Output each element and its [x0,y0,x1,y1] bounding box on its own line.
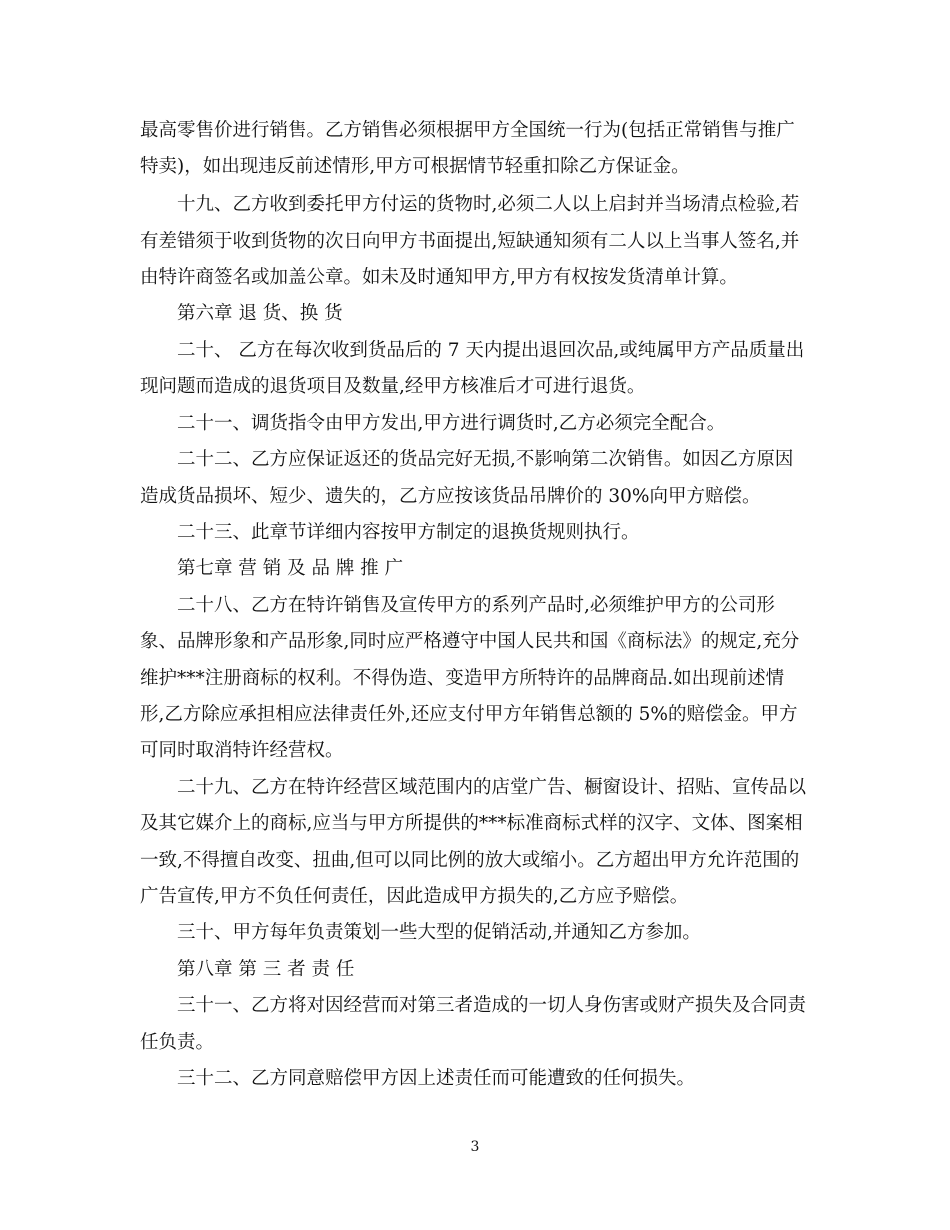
text-line: 三十一、乙方将对因经营而对第三者造成的一切人身伤害或财产损失及合同责 [177,995,807,1016]
text-line: 象、品牌形象和产品形象,同时应严格遵守中国人民共和国《商标法》的规定,充分 [140,631,800,652]
text-line: 形,乙方除应承担相应法律责任外,还应支付甲方年销售总额的 5%的赔偿金。甲方 [140,704,798,725]
text-line: 十九、乙方收到委托甲方付运的货物时,必须二人以上启封并当场清点检验,若 [177,194,800,215]
text-line: 特卖)，如出现违反前述情形,甲方可根据情节轻重扣除乙方保证金。 [140,156,690,177]
text-line: 有差错须于收到货物的次日向甲方书面提出,短缺通知须有二人以上当事人签名,并 [140,231,800,252]
text-line: 二十三、此章节详细内容按甲方制定的退换货规则执行。 [177,522,640,543]
text-line: 三十二、乙方同意赔偿甲方因上述责任而可能遭致的任何损失。 [177,1068,696,1089]
text-line: 二十一、调货指令由甲方发出,甲方进行调货时,乙方必须完全配合。 [177,413,726,434]
text-line: 二十、 乙方在每次收到货品后的 7 天内提出退回次品,或纯属甲方产品质量出 [177,340,805,361]
text-line: 二十二、乙方应保证返还的货品完好无损,不影响第二次销售。如因乙方原因 [177,449,794,470]
text-line: 广告宣传,甲方不负任何责任，因此造成甲方损失的,乙方应予赔偿。 [140,886,689,907]
page-number: 3 [470,1139,480,1155]
text-line: 维护***注册商标的权利。不得伪造、变造甲方所特许的品牌商品.如出现前述情 [140,668,785,689]
chapter-heading: 第八章 第 三 者 责 任 [177,959,355,980]
text-line: 任负责。 [140,1032,215,1053]
text-line: 及其它媒介上的商标,应当与甲方所提供的***标准商标式样的汉字、文体、图案相 [140,813,803,834]
text-line: 二十八、乙方在特许销售及宣传甲方的系列产品时,必须维护甲方的公司形 [177,595,775,616]
text-line: 最高零售价进行销售。乙方销售必须根据甲方全国统一行为(包括正常销售与推广 [140,120,795,141]
text-line: 由特许商签名或加盖公章。如未及时通知甲方,甲方有权按发货清单计算。 [140,267,738,288]
chapter-heading: 第七章 营 销 及 品 牌 推 广 [177,558,404,579]
text-line: 可同时取消特许经营权。 [140,740,344,761]
chapter-heading: 第六章 退 货、换 货 [177,303,343,324]
text-line: 造成货品损坏、短少、遗失的，乙方应按该货品吊牌价的 30%向甲方赔偿。 [140,486,761,507]
text-line: 二十九、乙方在特许经营区域范围内的店堂广告、橱窗设计、招贴、宣传品以 [177,777,807,798]
text-line: 现问题而造成的退货项目及数量,经甲方核准后才可进行退货。 [140,376,646,397]
text-line: 三十、甲方每年负责策划一些大型的促销活动,并通知乙方参加。 [177,922,701,943]
text-line: 一致,不得擅自改变、扭曲,但可以同比例的放大或缩小。乙方超出甲方允许范围的 [140,850,800,871]
